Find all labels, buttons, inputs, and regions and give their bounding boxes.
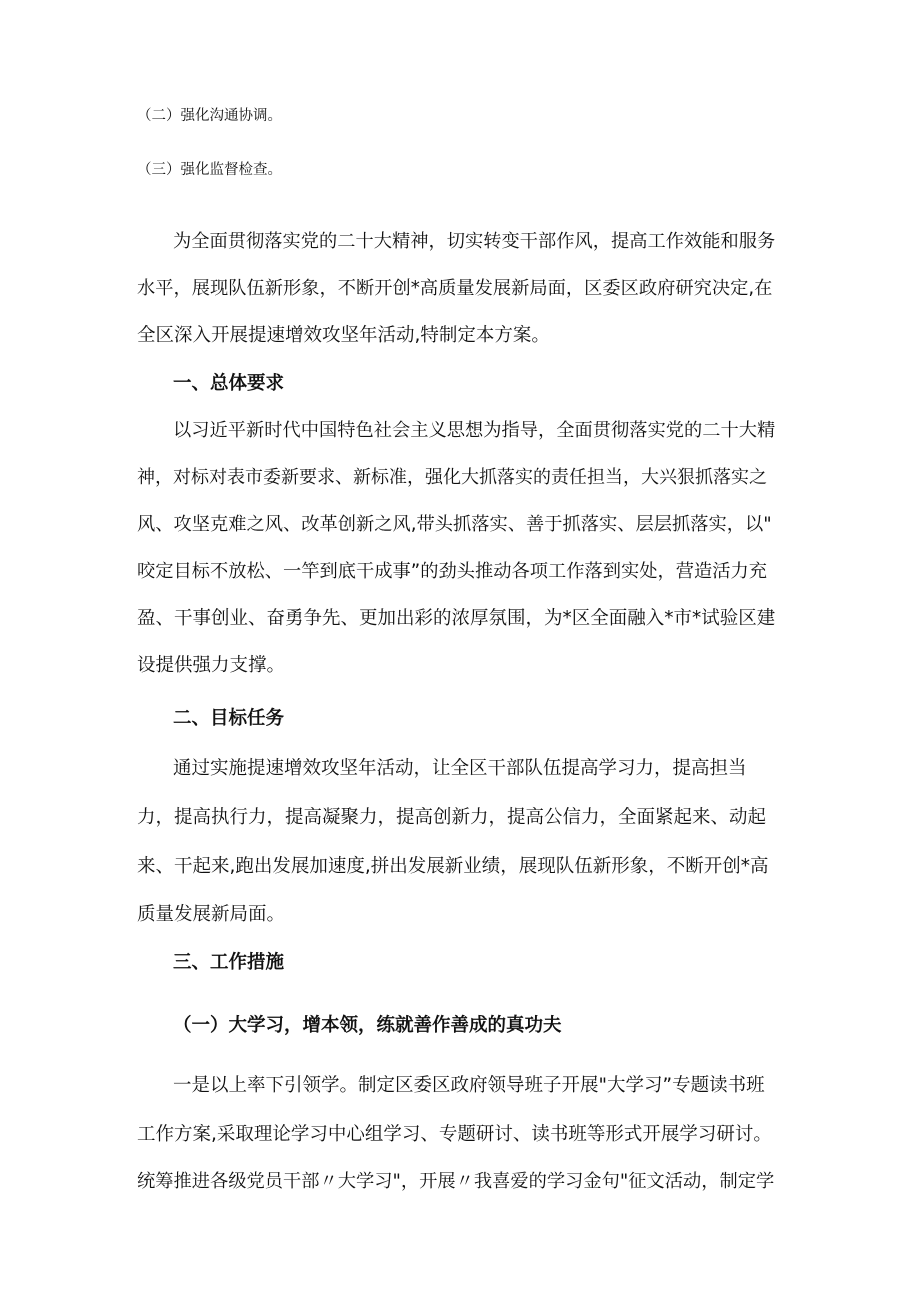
section-1-heading: 一、总体要求: [173, 373, 285, 394]
section-2-line-4: 质量发展新局面。: [137, 904, 286, 925]
section-3-heading: 三、工作措施: [173, 952, 285, 973]
section-3-line-1: 一是以上率下引领学。制定区委区政府领导班子开展"大学习”专题读书班: [173, 1075, 765, 1096]
section-1-line-3: 风、攻坚克难之风、改革创新之风,带头抓落实、善于抓落实、层层抓落实，以": [137, 514, 772, 535]
intro-line-2: 水平，展现队伍新形象，不断开创*高质量发展新局面，区委区政府研究决定,在: [137, 278, 773, 299]
section-1-line-1: 以习近平新时代中国特色社会主义思想为指导，全面贯彻落实党的二十大精: [173, 420, 776, 441]
outline-item-2: （二）强化沟通协调。: [137, 108, 282, 124]
section-2-line-1: 通过实施提速增效攻坚年活动，让全区干部队伍提高学习力，提高担当: [173, 758, 747, 779]
section-1-line-5: 盈、干事创业、奋勇争先、更加出彩的浓厚氛围，为*区全面融入*市*试验区建: [137, 608, 776, 629]
outline-item-3: （三）强化监督检查。: [137, 162, 282, 178]
section-2-line-2: 力，提高执行力，提高凝聚力，提高创新力，提高公信力，全面紧起来、动起: [137, 807, 767, 828]
section-3-subheading: （一）大学习，增本领，练就善作善成的真功夫: [173, 1015, 562, 1036]
section-1-line-2: 神，对标对表市委新要求、新标准，强化大抓落实的责任担当，大兴狠抓落实之: [137, 467, 767, 488]
section-3-line-3: 统筹推进各级党员干部〃大学习"，开展〃我喜爱的学习金句"征文活动，制定学: [137, 1171, 775, 1192]
intro-line-3: 全区深入开展提速增效攻坚年活动,特制定本方案。: [137, 325, 550, 346]
section-2-heading: 二、目标任务: [173, 708, 285, 729]
section-2-line-3: 来、干起来,跑出发展加速度,拼出发展新业绩，展现队伍新形象，不断开创*高: [137, 856, 769, 877]
intro-line-1: 为全面贯彻落实党的二十大精神，切实转变干部作风，提高工作效能和服务: [173, 231, 776, 252]
section-1-line-6: 设提供强力支撑。: [137, 655, 286, 676]
section-1-line-4: 咬定目标不放松、一竿到底干成事”的劲头推动各项工作落到实处，营造活力充: [137, 561, 767, 582]
section-3-line-2: 工作方案,采取理论学习中心组学习、专题研讨、读书班等形式开展学习研讨。: [137, 1124, 772, 1145]
